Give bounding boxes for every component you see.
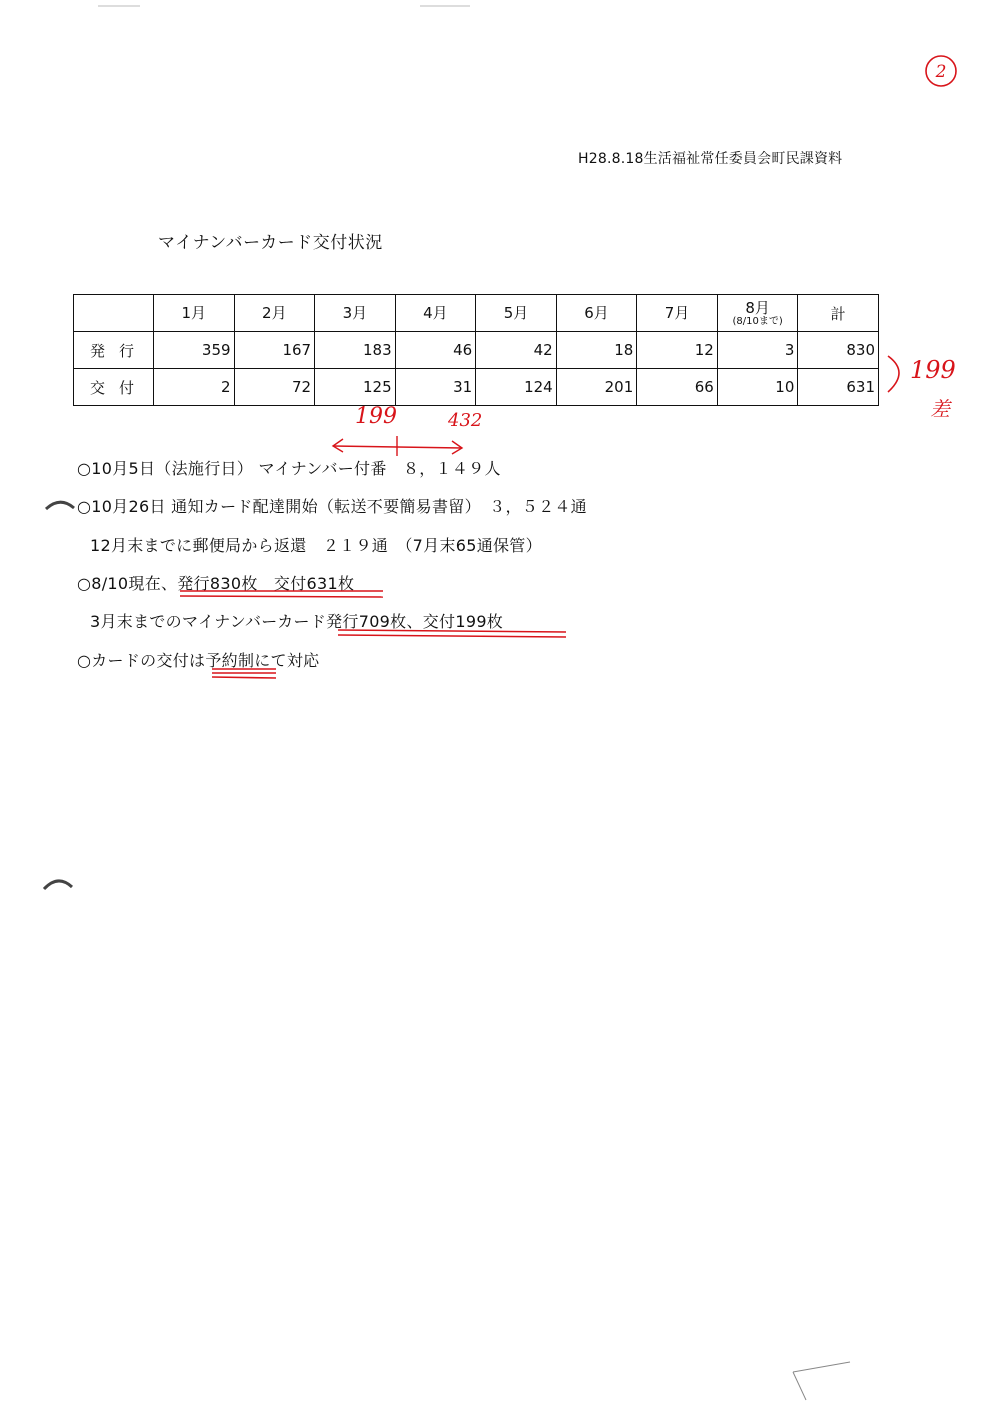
month-header: 5月 [476,295,557,332]
handwritten-diff-label: 差 [930,397,950,421]
note-line: ○10月5日（法施行日） マイナンバー付番 ８，１４９人 [77,459,501,478]
note-line: ○8/10現在、発行830枚 交付631枚 [77,574,355,593]
table-cell: 359 [154,332,235,369]
month-header: 2月 [234,295,315,332]
note-line: 12月末までに郵便局から返還 ２１９通 （7月末65通保管） [90,536,542,555]
note-line: 3月末までのマイナンバーカード発行709枚、交付199枚 [90,612,504,631]
punch-hole-mark [44,881,72,889]
table-cell: 18 [556,332,637,369]
table-cell: 183 [315,332,396,369]
handwritten-diff-total: 199 [910,356,956,384]
month-header: 3月 [315,295,396,332]
table-cell: 125 [315,369,396,406]
punch-hole-mark [46,502,74,509]
table-cell: 72 [234,369,315,406]
document-title: マイナンバーカード交付状況 [158,233,383,253]
table-cell: 201 [556,369,637,406]
table-cell: 124 [476,369,557,406]
page-mark-number: 2 [935,62,947,82]
table-total-cell: 830 [798,332,879,369]
month-header: 8月 (8/10まで) [717,295,798,332]
underline-marks [180,591,566,678]
table-cell: 42 [476,332,557,369]
scan-mark [793,1362,850,1400]
bracket-mark [888,356,899,392]
circled-page-mark [926,56,956,86]
handwritten-diff-left: 199 [355,404,397,429]
table-cell: 167 [234,332,315,369]
note-line: ○カードの交付は予約制にて対応 [77,651,320,670]
row-label: 発行 [74,332,154,369]
total-header: 計 [798,295,879,332]
month-header: 1月 [154,295,235,332]
month-header: 7月 [637,295,718,332]
table-total-cell: 631 [798,369,879,406]
table-cell: 10 [717,369,798,406]
note-line: ○10月26日 通知カード配達開始（転送不要簡易書留） ３，５２４通 [77,497,587,516]
table-cell: 3 [717,332,798,369]
table-cell: 46 [395,332,476,369]
table-cell: 12 [637,332,718,369]
document-source: H28.8.18生活福祉常任委員会町民課資料 [578,151,843,167]
table-cell: 2 [154,369,235,406]
row-label: 交付 [74,369,154,406]
month-header: 6月 [556,295,637,332]
table-cell: 66 [637,369,718,406]
month-header: 4月 [395,295,476,332]
double-arrow-mark [333,436,462,456]
handwritten-diff-right: 432 [448,410,483,431]
table-cell: 31 [395,369,476,406]
month-header-note: (8/10まで) [732,315,783,327]
